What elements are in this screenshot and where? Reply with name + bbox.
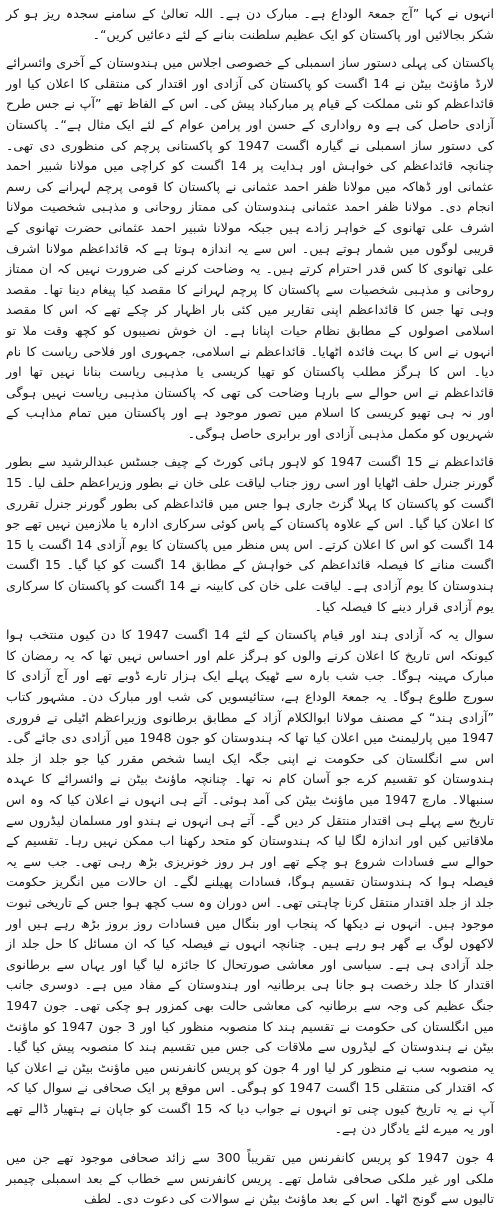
paragraph-oath-taking: قائداعظم نے 15 اگست 1947 کو لاہور ہائی کورٹ کے چیف جسٹس عبدالرشید سے بطور گورنر جنرل حلف اٹھایا اور اسی روز جناب لیاقت علی خان نے بطور وزیراعظم حلف لیا۔ 15 اگست کو پاکستان کا پہلا گزٹ جاری ہوا جس میں قائداعظم کی بطور گورنر جنرل تقرری کا اعلان کیا گیا۔ اس کے علاوہ پاکستان کے پاس کوئی سرکاری ادارہ یا ملازمین نہیں تھے جو 14 اگست کو اس کا اعلان کرتے۔ اس پس منظر میں پاکستان کا یوم آزادی 14 اگست یا 15 اگست منانے کا فیصلہ قائداعظم کی خواہش کے مطابق 14 اگست کو کیا گیا۔ 15 اگست ہندوستان کا یوم آزادی ہے۔ لیاقت علی خان کی کابینہ نے 14 اگست کو پاکستان کا سرکاری یوم آزادی قرار دینے کا فیصلہ کیا۔ xyxy=(6,454,495,614)
paragraph-press-conference: 4 جون 1947 کو پریس کانفرنس میں تقریباً 300 سے زائد صحافی موجود تھے جن میں ملکی اور غیر ملکی صحافی شامل تھے۔ پریس کانفرنس سے خطاب کے بعد اسمبلی چیمبر تالیوں سے گونج اٹھا۔ اس کے بعد ماؤنٹ بیٹن نے سوالات کی دعوت دی۔ لطف xyxy=(6,1150,495,1207)
paragraph-date-question: سوال یہ کہ آزادی ہند اور قیام پاکستان کے لئے 14 اگست 1947 کا دن کیوں منتخب ہوا کیونکہ اس تاریخ کا اعلان کرنے والوں کو ہرگز علم اور احساس نہیں تھا کہ یہ رمضان کا مبارک مہینہ ہوگا۔ جب شب بارہ سے ٹھیک پہلے ایک ہزار تارے ڈوبے تھے اور آج آزادی کا سورج طلوع ہوگا۔ یہ جمعۃ الوداع ہے، ستائیسویں کی شب اور مبارک دن۔ مشہور کتاب ”آزادی ہند“ کے مصنف مولانا ابوالکلام آزاد کے مطابق برطانوی وزیراعظم اٹیلی نے فروری 1947 میں پارلیمنٹ میں اعلان کیا تھا کہ ہندوستان کو جون 1948 میں آزادی دی جائے گی۔ اس سے انگلستان کی حکومت نے اپنی جگہ ایک ایسا شخص مقرر کیا جو جلد از جلد ہندوستان کو تقسیم کرے جو آسان کام نہ تھا۔ چنانچہ ماؤنٹ بیٹن نے وائسرائے کا عہدہ سنبھالا۔ مارچ 1947 میں ماؤنٹ بیٹن کی آمد ہوئی۔ آتے ہی انہوں نے اعلان کیا کہ وہ اس تاریخ سے پہلے ہی اقتدار منتقل کر دیں گے۔ آتے ہی انہوں نے ہندو اور مسلمان لیڈروں سے ملاقاتیں کیں اور اندازہ لگا لیا کہ ہندوستان کو متحد رکھنا اب ممکن نہیں رہا۔ تقسیم کے حوالے سے فسادات شروع ہو چکے تھے اور ہر روز خونریزی بڑھ رہی تھی۔ جب سے یہ فیصلہ ہوا کہ ہندوستان تقسیم ہوگا، فسادات پھیلنے لگے۔ ان حالات میں انگریز حکومت جلد از جلد اقتدار منتقل کرنا چاہتی تھی۔ اس دوران وہ سب کچھ ہوا جس کے تاریخی ثبوت موجود ہیں۔ انہوں نے دیکھا کہ پنجاب اور بنگال میں فسادات روز بروز بڑھ رہے ہیں اور لاکھوں لوگ بے گھر ہو رہے ہیں۔ چنانچہ انہوں نے فیصلہ کیا کہ ان مسائل کا حل جلد از جلد آزادی ہی ہے۔ سیاسی اور معاشی صورتحال کا جائزہ لیا گیا اور یہاں سے برطانوی اقتدار کا جلد رخصت ہو جانا ہی برطانیہ اور ہندوستان کے مفاد میں ہے۔ دوسری جانب جنگ عظیم کی وجہ سے برطانیہ کی معاشی حالت بھی کمزور ہو چکی تھی۔ جون 1947 میں انگلستان کی حکومت نے تقسیم ہند کا منصوبہ منظور کیا اور 3 جون 1947 کو ماؤنٹ بیٹن نے ہندوستان کے لیڈروں سے ملاقات کی جس میں تقسیم ہند کا منصوبہ پیش کیا گیا۔ یہ منصوبہ سب نے منظور کر لیا اور 4 جون کو پریس کانفرنس میں ماؤنٹ بیٹن نے اعلان کیا کہ اقتدار کی منتقلی 15 اگست 1947 کو ہوگی۔ اس موقع پر ایک صحافی نے سوال کیا کہ آپ نے یہ تاریخ کیوں چنی تو انہوں نے جواب دیا کہ 15 اگست کو جاپان نے ہتھیار ڈالے تھے اور یہ میرے لئے یادگار دن ہے۔ xyxy=(6,627,495,1137)
paragraph-quote: انہوں نے کہا ”آج جمعۃ الوداع ہے۔ مبارک دن ہے۔ اللہ تعالیٰ کے سامنے سجدہ ریز ہو کر شکر بجالائیں اور پاکستان کو ایک عظیم سلطنت بنانے کے لئے دعائیں کریں“۔ xyxy=(6,6,494,42)
paragraph-flag-hoisting: پاکستان کی پہلی دستور ساز اسمبلی کے خصوصی اجلاس میں ہندوستان کے آخری وائسرائے لارڈ ماؤنٹ بیٹن نے 14 اگست کو پاکستان کی آزادی اور اقتدار کی منتقلی کا اعلان کیا اور قائداعظم کو نئی مملکت کے قیام پر مبارکباد پیش کی۔ اس کے الفاظ تھے ”آپ نے جس طرح آزادی حاصل کی ہے وہ رواداری کے حسن اور پرامن عوام کے لئے ایک مثال ہے“۔ پاکستان کی دستور ساز اسمبلی نے گیارہ اگست 1947 کو پاکستانی پرچم کی منظوری دی تھی۔ چنانچہ قائداعظم کی خواہش اور ہدایت پر 14 اگست کو کراچی میں مولانا شبیر احمد عثمانی اور ڈھاکہ میں مولانا ظفر احمد عثمانی نے پاکستان کا قومی پرچم لہرانے کی رسم انجام دی۔ مولانا ظفر احمد عثمانی ہندوستان کی ممتاز روحانی و مذہبی شخصیت مولانا اشرف علی تھانوی کے خواہر زادے ہیں جبکہ مولانا شبیر احمد عثمانی حضرت تھانوی کے قریبی لوگوں میں شمار ہوتے ہیں۔ اس سے یہ اندازہ ہوتا ہے کہ قائداعظم مولانا اشرف علی تھانوی کا کس قدر احترام کرتے ہیں۔ یہ وضاحت کرنے کی ضرورت نہیں کہ ان ممتاز روحانی و مذہبی شخصیات سے پاکستان کا پرچم لہرانے کا مقصد کیا پیغام دینا تھا۔ مقصد وہی تھا جس کا قائداعظم اپنی تقاریر میں کئی بار اظہار کر چکے تھے کہ اس کا مقصد اسلامی اصولوں کے مطابق نظام حیات اپنانا ہے۔ ان خوش نصیبوں کو کچھ وقت ملا تو انہوں نے اس کا بہت فائدہ اٹھایا۔ قائداعظم نے اسلامی، جمہوری اور فلاحی ریاست کا نام دیا۔ اس کا ہرگز مطلب پاکستان کو تھیا کریسی یا مذہبی ریاست بنانا نہیں تھا اور قائداعظم نے اس حوالے سے بارہا وضاحت کی تھی کہ پاکستان مذہبی ریاست نہیں ہوگی اور نہ ہی تھیو کریسی کا اسلام میں تصور موجود ہے اور پاکستان میں تمام مذاہب کے شہریوں کو مکمل مذہبی آزادی اور برابری حاصل ہوگی۔ xyxy=(6,55,495,441)
